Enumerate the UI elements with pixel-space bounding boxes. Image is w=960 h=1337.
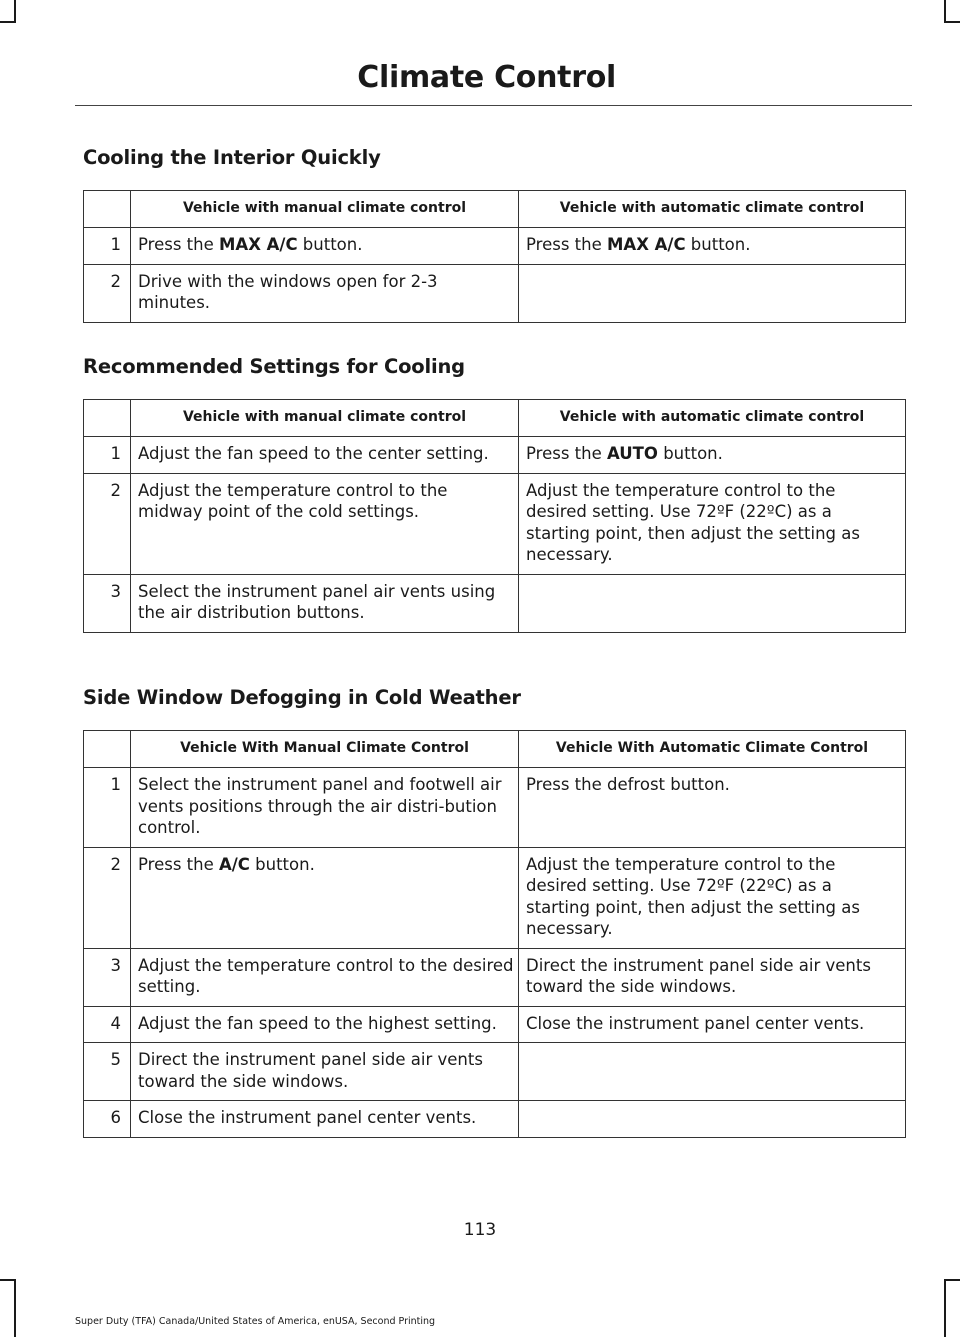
cooling-quickly-table <box>83 190 906 323</box>
automatic-column-header: Vehicle With Automatic Climate Control <box>519 731 906 768</box>
step-number: 1 <box>84 228 131 265</box>
automatic-column-header: Vehicle with automatic climate control <box>519 191 906 228</box>
step-number: 2 <box>84 264 131 322</box>
table-row <box>84 574 906 632</box>
crop-mark <box>944 21 960 23</box>
table-row <box>84 473 906 574</box>
step-number: 2 <box>84 473 131 574</box>
footer-text: Super Duty (TFA) Canada/United States of America, enUSA, Second Printing <box>75 1316 436 1327</box>
step-number: 6 <box>84 1101 131 1138</box>
crop-mark <box>14 0 16 22</box>
manual-step: Adjust the temperature control to the desired setting. <box>131 948 519 1006</box>
manual-step: Select the instrument panel and footwell air vents positions through the air distri-bution control. <box>131 768 519 848</box>
manual-step: Press the MAX A/C button. <box>131 228 519 265</box>
table-header-row <box>84 400 906 437</box>
header-divider <box>75 105 912 106</box>
crop-mark <box>944 1279 946 1337</box>
manual-step: Close the instrument panel center vents. <box>131 1101 519 1138</box>
manual-step: Direct the instrument panel side air vents toward the side windows. <box>131 1043 519 1101</box>
manual-column-header: Vehicle with manual climate control <box>131 191 519 228</box>
button-name: A/C <box>219 854 250 874</box>
manual-step: Drive with the windows open for 2-3 minutes. <box>131 264 519 322</box>
automatic-step: Direct the instrument panel side air vents toward the side windows. <box>519 948 906 1006</box>
button-name: MAX A/C <box>219 235 298 254</box>
button-name: MAX A/C <box>607 235 686 254</box>
table-row <box>84 847 906 948</box>
recommended-cooling-table <box>83 399 906 633</box>
automatic-step: Press the AUTO button. <box>519 437 906 474</box>
step-number: 1 <box>84 768 131 848</box>
crop-mark <box>944 0 946 22</box>
section-title-recommended-cooling: Recommended Settings for Cooling <box>83 355 465 378</box>
step-number: 1 <box>84 437 131 474</box>
manual-step: Press the A/C button. <box>131 847 519 948</box>
step-number: 4 <box>84 1006 131 1043</box>
manual-step: Adjust the fan speed to the highest setting. <box>131 1006 519 1043</box>
step-column-header <box>84 400 131 437</box>
step-number: 2 <box>84 847 131 948</box>
button-name: AUTO <box>607 444 658 463</box>
table-row <box>84 437 906 474</box>
side-window-defogging-table <box>83 730 906 1138</box>
step-number: 3 <box>84 574 131 632</box>
manual-column-header: Vehicle With Manual Climate Control <box>131 731 519 768</box>
table-row <box>84 228 906 265</box>
automatic-step <box>519 1043 906 1101</box>
table-row <box>84 768 906 848</box>
manual-step: Adjust the fan speed to the center setting. <box>131 437 519 474</box>
automatic-step <box>519 1101 906 1138</box>
step-number: 5 <box>84 1043 131 1101</box>
page-header-title: Climate Control <box>357 60 616 95</box>
manual-column-header: Vehicle with manual climate control <box>131 400 519 437</box>
section-title-cooling-quickly: Cooling the Interior Quickly <box>83 146 381 169</box>
section-title-side-window-defogging: Side Window Defogging in Cold Weather <box>83 686 521 709</box>
automatic-step <box>519 264 906 322</box>
crop-mark <box>944 1279 960 1281</box>
table-header-row <box>84 191 906 228</box>
table-row <box>84 1006 906 1043</box>
crop-mark <box>14 1279 16 1337</box>
automatic-step: Press the defrost button. <box>519 768 906 848</box>
manual-step: Adjust the temperature control to the midway point of the cold settings. <box>131 473 519 574</box>
automatic-step: Close the instrument panel center vents. <box>519 1006 906 1043</box>
page-number: 113 <box>463 1220 497 1240</box>
step-number: 3 <box>84 948 131 1006</box>
table-header-row <box>84 731 906 768</box>
step-column-header <box>84 731 131 768</box>
automatic-step: Adjust the temperature control to the desired setting. Use 72ºF (22ºC) as a starting point, then adjust the setting as necessary. <box>519 847 906 948</box>
table-row <box>84 264 906 322</box>
manual-step: Select the instrument panel air vents using the air distribution buttons. <box>131 574 519 632</box>
automatic-step: Press the MAX A/C button. <box>519 228 906 265</box>
table-row <box>84 1043 906 1101</box>
step-column-header <box>84 191 131 228</box>
automatic-step: Adjust the temperature control to the desired setting. Use 72ºF (22ºC) as a starting point, then adjust the setting as necessary. <box>519 473 906 574</box>
crop-mark <box>0 21 16 23</box>
table-row <box>84 1101 906 1138</box>
automatic-column-header: Vehicle with automatic climate control <box>519 400 906 437</box>
crop-mark <box>0 1279 16 1281</box>
table-row <box>84 948 906 1006</box>
automatic-step <box>519 574 906 632</box>
